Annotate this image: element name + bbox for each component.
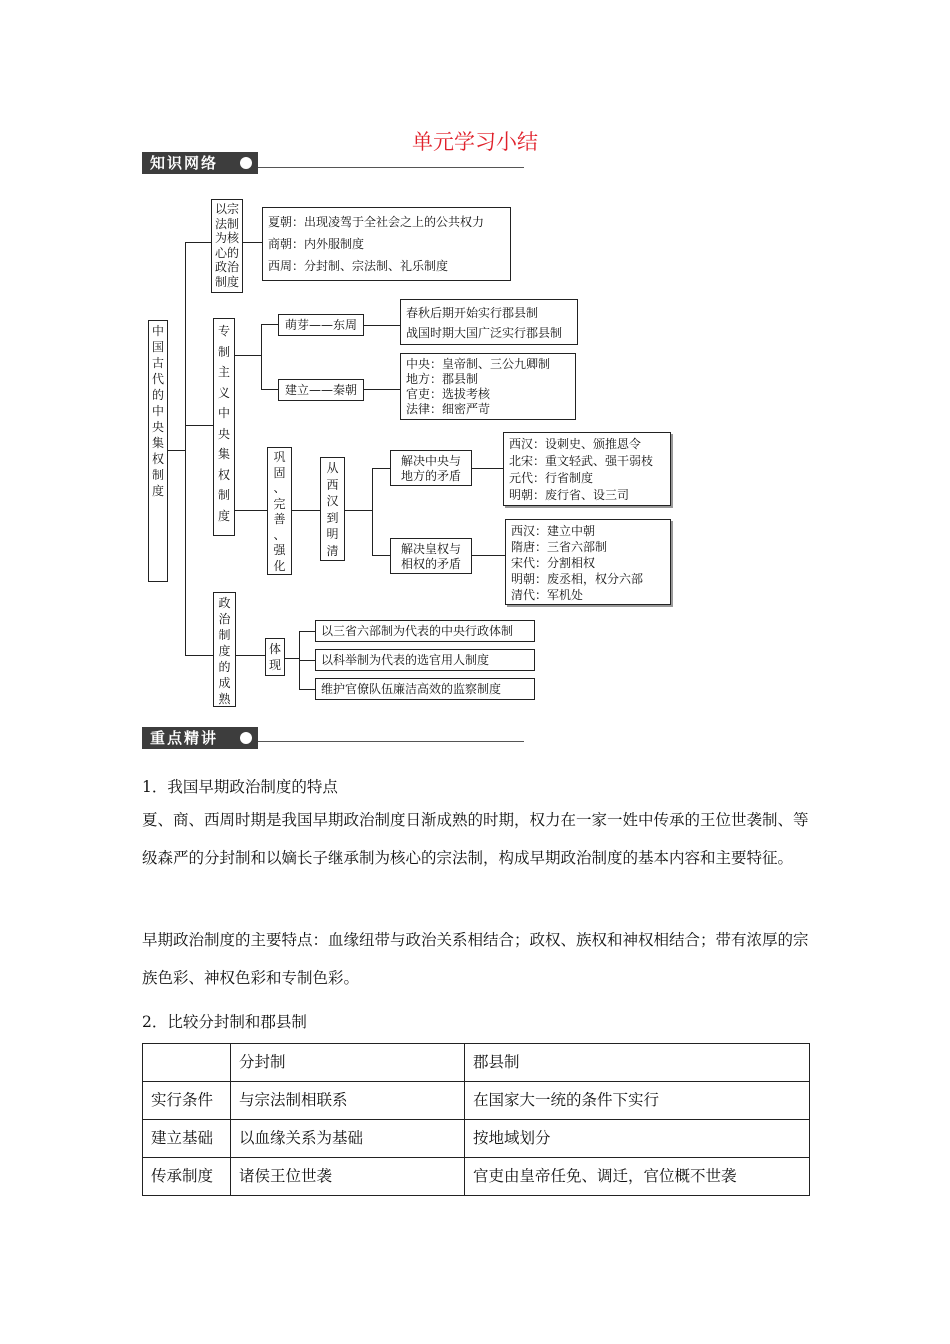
conflict1-box: 解决中央与 地方的矛盾 xyxy=(390,450,472,486)
bullet-dot-icon xyxy=(240,732,252,744)
branch3-label: 政 治 制 度 的 成 熟 xyxy=(213,592,236,707)
table-header-row: 分封制 郡县制 xyxy=(143,1044,810,1082)
banner-rule xyxy=(258,167,524,168)
branch2-label: 专 制 主 义 中 央 集 权 制 度 xyxy=(213,318,235,536)
embody-item-2: 以科举制为代表的选官用人制度 xyxy=(315,649,535,671)
conflict1-items: 西汉：设刺史、颁推恩令 北宋：重文轻武、强干弱枝 元代：行省制度 明朝：废行省、设三司 xyxy=(503,432,671,506)
embody-item-3: 维护官僚队伍廉洁高效的监察制度 xyxy=(315,678,535,700)
table-row: 传承制度 诸侯王位世袭 官吏由皇帝任免、调迁，官位概不世袭 xyxy=(143,1158,810,1196)
embody-box: 体 现 xyxy=(265,638,285,676)
establish-items: 中央：皇帝制、三公九卿制 地方：郡县制 官吏：选拔考核 法律：细密严苛 xyxy=(400,353,576,420)
root-box: 中 国 古 代 的 中 央 集 权 制 度 xyxy=(148,320,168,582)
section-banner-focus xyxy=(142,727,258,749)
conflict2-box: 解决皇权与 相权的矛盾 xyxy=(390,538,472,574)
sprout-items: 春秋后期开始实行郡县制 战国时期大国广泛实行郡县制 xyxy=(400,299,578,345)
section1-paragraph1: 夏、商、西周时期是我国早期政治制度日渐成熟的时期，权力在一家一姓中传承的王位世袭制、等级森严的分封制和以嫡长子继承制为核心的宗法制，构成早期政治制度的基本内容和主要特征。 xyxy=(142,811,809,867)
banner-rule xyxy=(258,741,524,742)
period-box: 从 西 汉 到 明 清 xyxy=(320,457,345,561)
section1-heading: 1．我国早期政治制度的特点 xyxy=(142,778,338,796)
bullet-dot-icon xyxy=(240,157,252,169)
section-banner-network xyxy=(142,152,258,174)
page-title: 单元学习小结 xyxy=(412,130,538,154)
banner-label: 知识网络 xyxy=(150,154,219,172)
branch1-label: 以宗 法制 为核 心的 政治 制度 xyxy=(211,199,243,293)
table-row: 建立基础 以血缘关系为基础 按地域划分 xyxy=(143,1120,810,1158)
embody-item-1: 以三省六部制为代表的中央行政体制 xyxy=(315,620,535,642)
branch1-items: 夏朝：出现凌驾于全社会之上的公共权力 商朝：内外服制度 西周：分封制、宗法制、礼乐制度 xyxy=(262,207,511,281)
banner-label: 重点精讲 xyxy=(150,729,219,747)
comparison-table xyxy=(142,1043,810,1196)
section2-heading: 2．比较分封制和郡县制 xyxy=(142,1013,307,1031)
section1-paragraph2: 早期政治制度的主要特点：血缘纽带与政治关系相结合；政权、族权和神权相结合；带有浓厚的宗族色彩、神权色彩和专制色彩。 xyxy=(142,931,809,987)
conflict2-items: 西汉：建立中朝 隋唐：三省六部制 宋代：分割相权 明朝：废丞相，权分六部 清代：军机处 xyxy=(505,519,671,605)
establish-box: 建立——秦朝 xyxy=(278,379,364,401)
consolidate-box: 巩 固 、 完 善 、 强 化 xyxy=(267,447,292,575)
table-row: 实行条件 与宗法制相联系 在国家大一统的条件下实行 xyxy=(143,1082,810,1120)
sprout-box: 萌芽——东周 xyxy=(278,314,364,336)
